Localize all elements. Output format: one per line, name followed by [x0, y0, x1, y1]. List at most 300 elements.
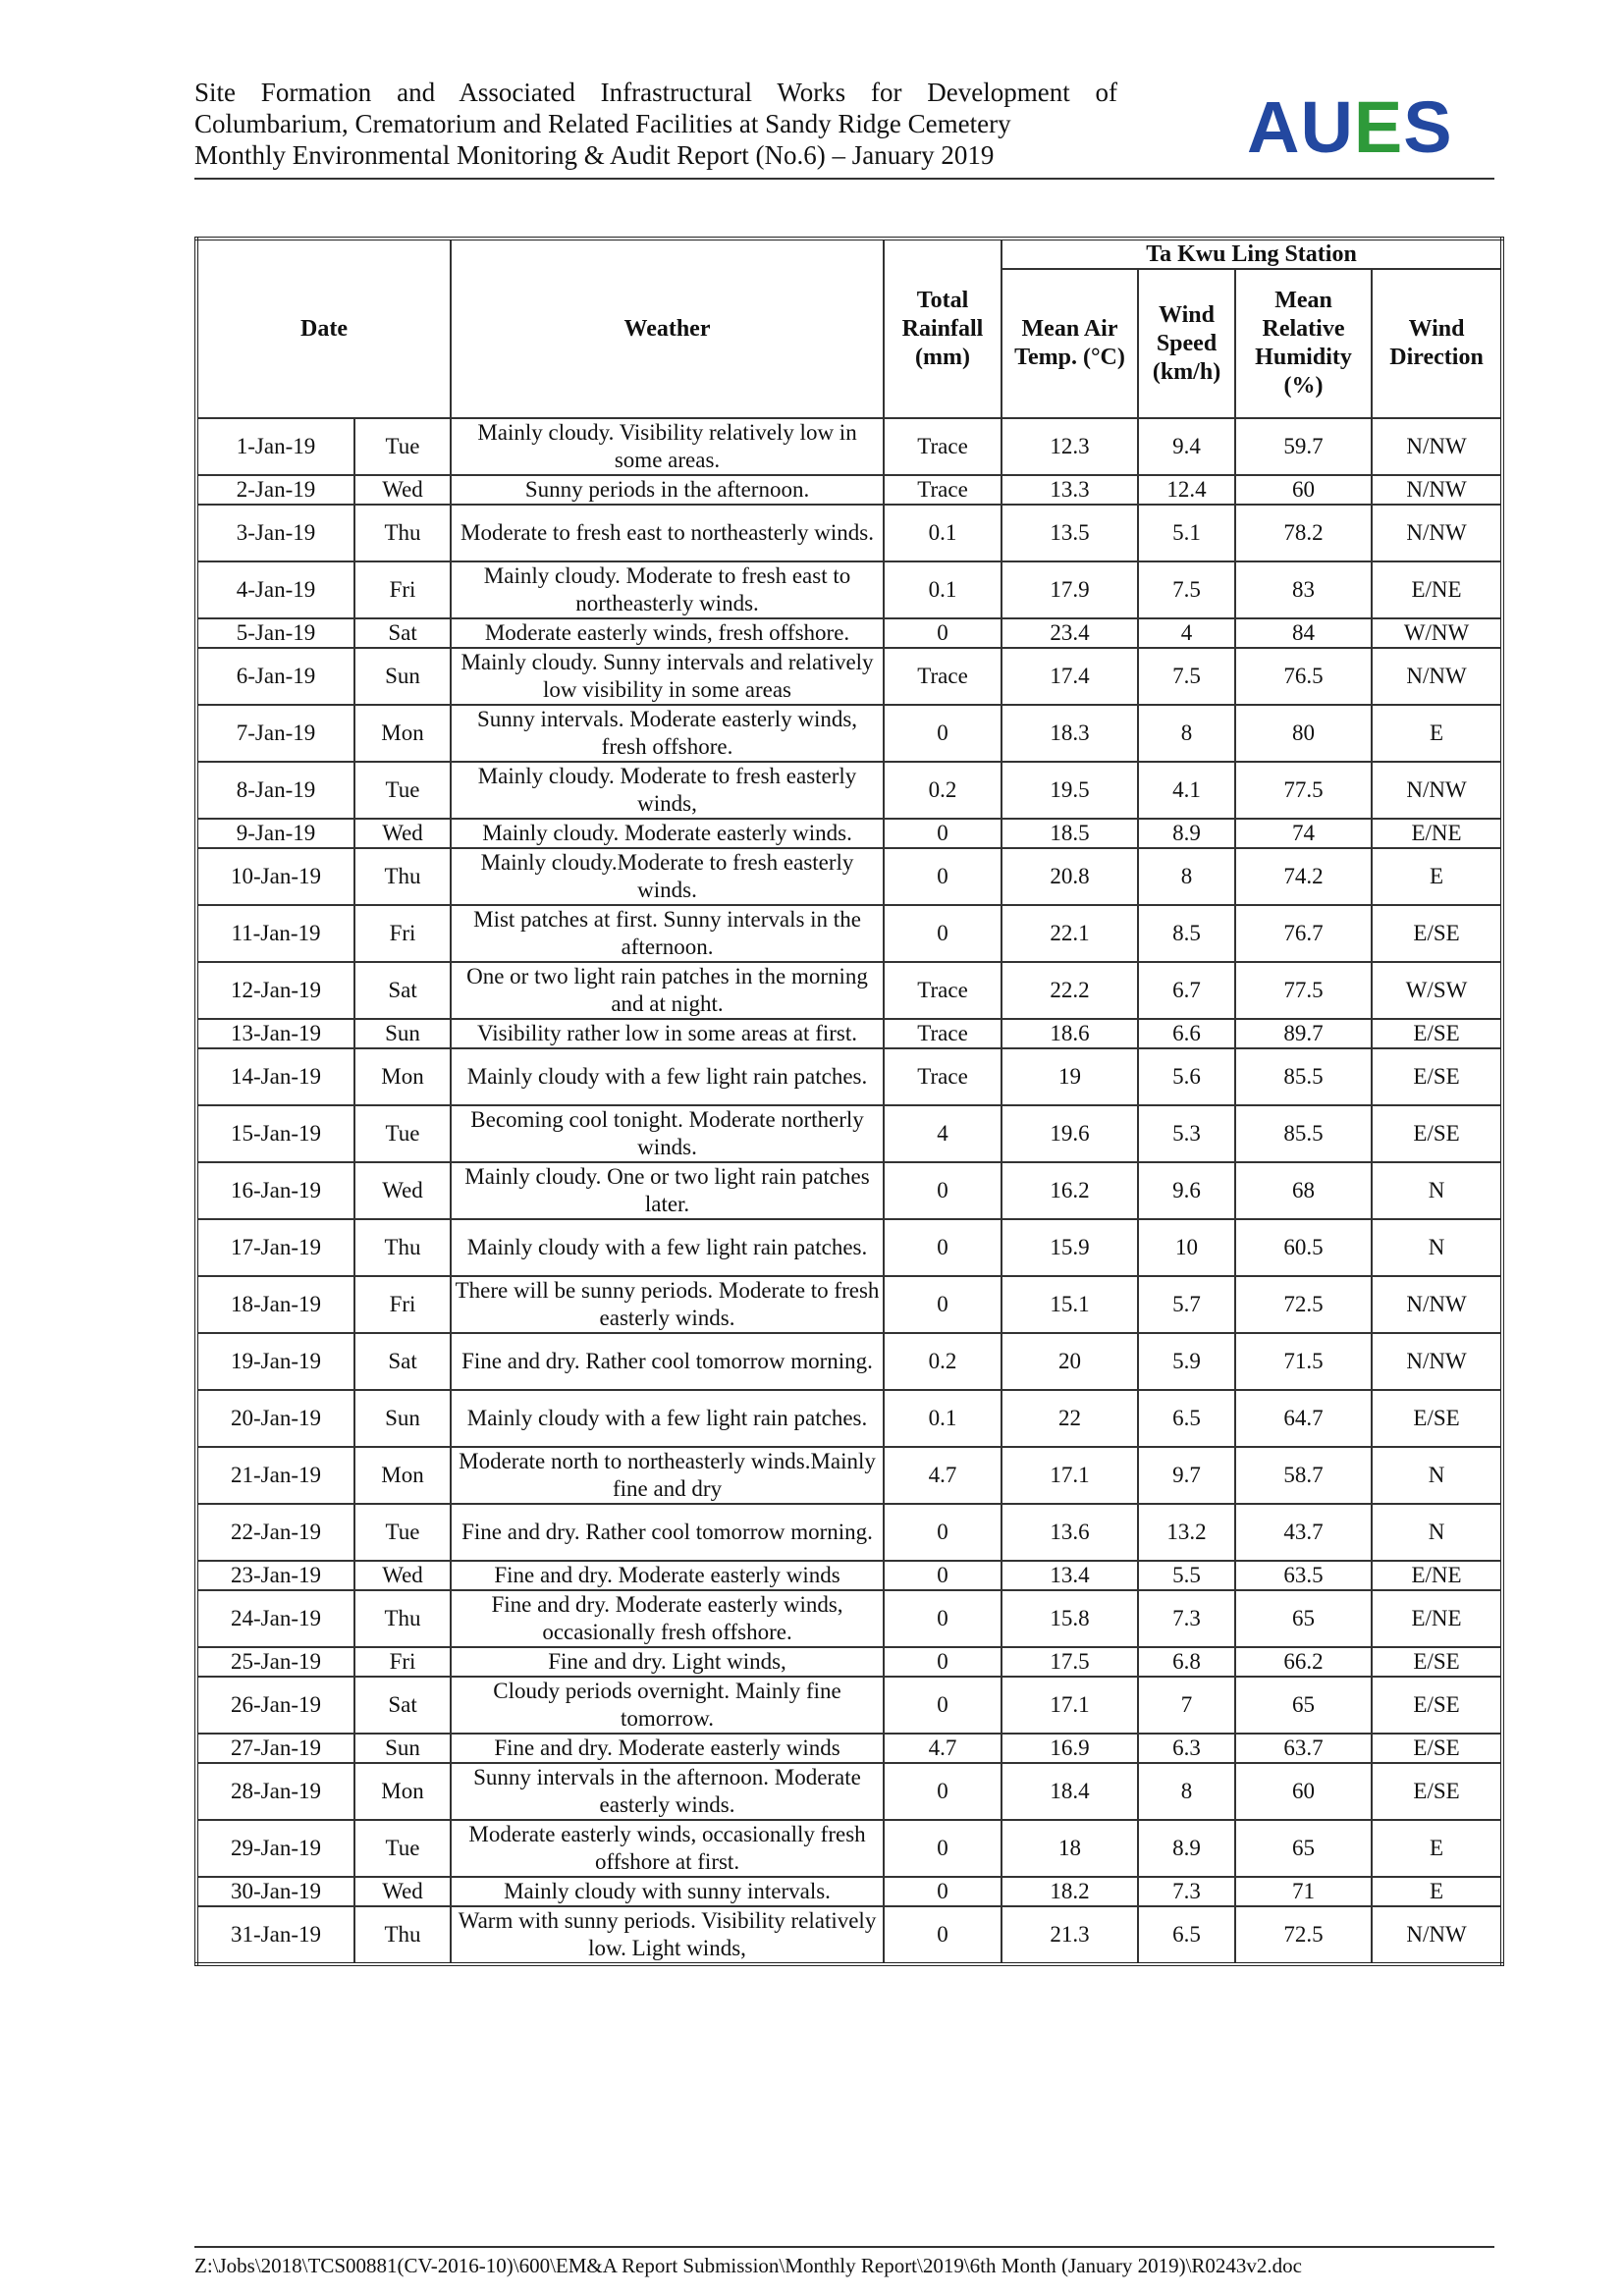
cell-wind-direction: N [1372, 1504, 1502, 1561]
cell-temp: 15.1 [1001, 1276, 1138, 1333]
cell-day: Mon [354, 1048, 451, 1105]
cell-date: 16-Jan-19 [196, 1162, 354, 1219]
cell-date: 27-Jan-19 [196, 1734, 354, 1763]
cell-wind-speed: 5.5 [1138, 1561, 1235, 1590]
cell-humidity: 77.5 [1235, 962, 1372, 1019]
cell-weather: Sunny intervals in the afternoon. Moderate easterly winds. [451, 1763, 884, 1820]
cell-date: 19-Jan-19 [196, 1333, 354, 1390]
header-humidity: Mean Relative Humidity (%) [1235, 269, 1372, 418]
table-row [196, 475, 1502, 505]
cell-wind-direction: W/SW [1372, 962, 1502, 1019]
cell-day: Tue [354, 1820, 451, 1877]
cell-temp: 21.3 [1001, 1906, 1138, 1964]
table-row [196, 1276, 1502, 1333]
weather-table [194, 237, 1504, 1966]
report-title [194, 77, 1117, 171]
cell-rainfall: Trace [884, 648, 1001, 705]
table-row [196, 762, 1502, 819]
cell-humidity: 85.5 [1235, 1105, 1372, 1162]
cell-rainfall: 0 [884, 1276, 1001, 1333]
cell-weather: Mainly cloudy. One or two light rain patches later. [451, 1162, 884, 1219]
cell-humidity: 84 [1235, 618, 1372, 648]
cell-humidity: 43.7 [1235, 1504, 1372, 1561]
weather-table-body [196, 418, 1502, 1964]
cell-temp: 13.4 [1001, 1561, 1138, 1590]
cell-date: 25-Jan-19 [196, 1647, 354, 1677]
cell-weather: Moderate to fresh east to northeasterly winds. [451, 505, 884, 561]
cell-humidity: 71.5 [1235, 1333, 1372, 1390]
cell-wind-direction: W/NW [1372, 618, 1502, 648]
cell-weather: There will be sunny periods. Moderate to fresh easterly winds. [451, 1276, 884, 1333]
cell-temp: 18.3 [1001, 705, 1138, 762]
cell-temp: 19 [1001, 1048, 1138, 1105]
table-row [196, 1877, 1502, 1906]
cell-wind-speed: 6.3 [1138, 1734, 1235, 1763]
cell-wind-direction: N/NW [1372, 1333, 1502, 1390]
cell-weather: Mainly cloudy with a few light rain patches. [451, 1048, 884, 1105]
cell-humidity: 58.7 [1235, 1447, 1372, 1504]
table-row [196, 648, 1502, 705]
table-row [196, 1105, 1502, 1162]
cell-weather: Fine and dry. Rather cool tomorrow morning. [451, 1504, 884, 1561]
cell-rainfall: Trace [884, 1048, 1001, 1105]
cell-wind-speed: 8 [1138, 848, 1235, 905]
cell-wind-speed: 5.7 [1138, 1276, 1235, 1333]
cell-date: 21-Jan-19 [196, 1447, 354, 1504]
cell-day: Fri [354, 905, 451, 962]
cell-wind-speed: 6.8 [1138, 1647, 1235, 1677]
table-row [196, 1734, 1502, 1763]
cell-wind-speed: 8.9 [1138, 1820, 1235, 1877]
cell-rainfall: 0 [884, 1877, 1001, 1906]
table-row [196, 1647, 1502, 1677]
title-line-1: Site Formation and Associated Infrastructural Works for Development of [194, 78, 1117, 107]
cell-rainfall: 4.7 [884, 1447, 1001, 1504]
cell-weather: Sunny periods in the afternoon. [451, 475, 884, 505]
cell-temp: 16.9 [1001, 1734, 1138, 1763]
cell-wind-speed: 12.4 [1138, 475, 1235, 505]
title-line-3: Monthly Environmental Monitoring & Audit Report (No.6) – January 2019 [194, 140, 995, 170]
cell-weather: Mainly cloudy with a few light rain patches. [451, 1219, 884, 1276]
cell-humidity: 64.7 [1235, 1390, 1372, 1447]
table-row [196, 1590, 1502, 1647]
cell-day: Fri [354, 561, 451, 618]
cell-temp: 18.5 [1001, 819, 1138, 848]
cell-date: 23-Jan-19 [196, 1561, 354, 1590]
cell-date: 4-Jan-19 [196, 561, 354, 618]
cell-temp: 15.8 [1001, 1590, 1138, 1647]
table-row [196, 819, 1502, 848]
cell-wind-speed: 4.1 [1138, 762, 1235, 819]
cell-weather: Cloudy periods overnight. Mainly fine tomorrow. [451, 1677, 884, 1734]
cell-weather: Moderate easterly winds, fresh offshore. [451, 618, 884, 648]
cell-wind-direction: E/NE [1372, 1561, 1502, 1590]
cell-wind-direction: E/SE [1372, 1048, 1502, 1105]
cell-rainfall: 0 [884, 1561, 1001, 1590]
cell-wind-direction: E/SE [1372, 1105, 1502, 1162]
cell-temp: 17.9 [1001, 561, 1138, 618]
cell-wind-speed: 5.1 [1138, 505, 1235, 561]
cell-wind-direction: E/SE [1372, 1390, 1502, 1447]
cell-day: Wed [354, 475, 451, 505]
cell-date: 11-Jan-19 [196, 905, 354, 962]
cell-date: 7-Jan-19 [196, 705, 354, 762]
cell-temp: 22.1 [1001, 905, 1138, 962]
cell-rainfall: 0.2 [884, 1333, 1001, 1390]
cell-wind-direction: N/NW [1372, 762, 1502, 819]
table-row [196, 962, 1502, 1019]
cell-humidity: 60 [1235, 475, 1372, 505]
cell-day: Sat [354, 962, 451, 1019]
table-row [196, 705, 1502, 762]
cell-temp: 16.2 [1001, 1162, 1138, 1219]
cell-rainfall: 0 [884, 1820, 1001, 1877]
cell-day: Thu [354, 1219, 451, 1276]
file-path-footer: Z:\Jobs\2018\TCS00881(CV-2016-10)\600\EM&A Report Submission\Monthly Report\2019\6th Month (January 2019)\R0243v2.doc [194, 2254, 1302, 2277]
cell-day: Sat [354, 1333, 451, 1390]
cell-humidity: 60.5 [1235, 1219, 1372, 1276]
cell-wind-speed: 9.6 [1138, 1162, 1235, 1219]
cell-wind-direction: E/SE [1372, 1734, 1502, 1763]
table-row [196, 1162, 1502, 1219]
cell-weather: Mainly cloudy. Moderate to fresh east to northeasterly winds. [451, 561, 884, 618]
cell-rainfall: 0 [884, 1906, 1001, 1964]
cell-wind-speed: 6.5 [1138, 1906, 1235, 1964]
cell-temp: 20 [1001, 1333, 1138, 1390]
cell-temp: 13.3 [1001, 475, 1138, 505]
cell-humidity: 74 [1235, 819, 1372, 848]
cell-weather: Moderate easterly winds, occasionally fresh offshore at first. [451, 1820, 884, 1877]
title-line-2: Columbarium, Crematorium and Related Facilities at Sandy Ridge Cemetery [194, 109, 1011, 138]
cell-rainfall: 0 [884, 705, 1001, 762]
cell-rainfall: 0 [884, 1647, 1001, 1677]
cell-wind-direction: E/NE [1372, 819, 1502, 848]
cell-wind-direction: N/NW [1372, 418, 1502, 475]
cell-rainfall: 0 [884, 1677, 1001, 1734]
cell-wind-speed: 7.3 [1138, 1590, 1235, 1647]
header-weather: Weather [451, 239, 884, 418]
cell-date: 24-Jan-19 [196, 1590, 354, 1647]
cell-wind-direction: N/NW [1372, 1276, 1502, 1333]
cell-weather: Sunny intervals. Moderate easterly winds, fresh offshore. [451, 705, 884, 762]
cell-rainfall: Trace [884, 962, 1001, 1019]
cell-wind-speed: 8 [1138, 705, 1235, 762]
cell-rainfall: 0.1 [884, 505, 1001, 561]
cell-rainfall: 4.7 [884, 1734, 1001, 1763]
cell-day: Thu [354, 1906, 451, 1964]
table-row [196, 1820, 1502, 1877]
cell-day: Wed [354, 1561, 451, 1590]
cell-wind-speed: 6.7 [1138, 962, 1235, 1019]
header-divider [194, 178, 1494, 180]
cell-wind-direction: E [1372, 1877, 1502, 1906]
cell-rainfall: Trace [884, 475, 1001, 505]
cell-humidity: 63.5 [1235, 1561, 1372, 1590]
cell-temp: 12.3 [1001, 418, 1138, 475]
cell-weather: Mist patches at first. Sunny intervals in the afternoon. [451, 905, 884, 962]
cell-rainfall: 0 [884, 1590, 1001, 1647]
cell-weather: Mainly cloudy. Sunny intervals and relatively low visibility in some areas [451, 648, 884, 705]
cell-humidity: 65 [1235, 1677, 1372, 1734]
cell-date: 5-Jan-19 [196, 618, 354, 648]
cell-date: 17-Jan-19 [196, 1219, 354, 1276]
cell-temp: 22 [1001, 1390, 1138, 1447]
cell-date: 28-Jan-19 [196, 1763, 354, 1820]
cell-temp: 17.1 [1001, 1447, 1138, 1504]
cell-wind-direction: E/SE [1372, 1647, 1502, 1677]
cell-weather: One or two light rain patches in the morning and at night. [451, 962, 884, 1019]
cell-weather: Mainly cloudy. Visibility relatively low in some areas. [451, 418, 884, 475]
cell-date: 6-Jan-19 [196, 648, 354, 705]
cell-wind-direction: E/NE [1372, 561, 1502, 618]
page-header [194, 77, 1492, 179]
cell-humidity: 83 [1235, 561, 1372, 618]
cell-date: 18-Jan-19 [196, 1276, 354, 1333]
cell-day: Sat [354, 1677, 451, 1734]
table-row [196, 905, 1502, 962]
cell-wind-direction: E/SE [1372, 1763, 1502, 1820]
cell-date: 15-Jan-19 [196, 1105, 354, 1162]
table-row [196, 418, 1502, 475]
cell-wind-direction: N/NW [1372, 505, 1502, 561]
cell-weather: Mainly cloudy. Moderate easterly winds. [451, 819, 884, 848]
cell-date: 3-Jan-19 [196, 505, 354, 561]
cell-wind-speed: 9.4 [1138, 418, 1235, 475]
cell-day: Mon [354, 1763, 451, 1820]
cell-wind-direction: N/NW [1372, 648, 1502, 705]
cell-rainfall: Trace [884, 1019, 1001, 1048]
table-row [196, 1447, 1502, 1504]
table-row [196, 1219, 1502, 1276]
header-temp: Mean Air Temp. (°C) [1001, 269, 1138, 418]
cell-rainfall: 0 [884, 848, 1001, 905]
cell-temp: 18.4 [1001, 1763, 1138, 1820]
cell-wind-speed: 7.5 [1138, 648, 1235, 705]
cell-date: 9-Jan-19 [196, 819, 354, 848]
cell-wind-speed: 13.2 [1138, 1504, 1235, 1561]
cell-temp: 19.5 [1001, 762, 1138, 819]
cell-date: 22-Jan-19 [196, 1504, 354, 1561]
cell-humidity: 76.7 [1235, 905, 1372, 962]
table-row [196, 1504, 1502, 1561]
cell-date: 1-Jan-19 [196, 418, 354, 475]
cell-humidity: 60 [1235, 1763, 1372, 1820]
cell-day: Tue [354, 418, 451, 475]
cell-date: 26-Jan-19 [196, 1677, 354, 1734]
cell-date: 2-Jan-19 [196, 475, 354, 505]
cell-day: Thu [354, 505, 451, 561]
cell-day: Tue [354, 762, 451, 819]
cell-day: Sun [354, 1734, 451, 1763]
cell-wind-direction: E/SE [1372, 905, 1502, 962]
cell-wind-speed: 5.3 [1138, 1105, 1235, 1162]
cell-humidity: 68 [1235, 1162, 1372, 1219]
cell-date: 10-Jan-19 [196, 848, 354, 905]
cell-wind-direction: E [1372, 848, 1502, 905]
cell-day: Mon [354, 705, 451, 762]
table-row [196, 505, 1502, 561]
cell-wind-speed: 6.5 [1138, 1390, 1235, 1447]
cell-weather: Mainly cloudy.Moderate to fresh easterly winds. [451, 848, 884, 905]
cell-day: Thu [354, 1590, 451, 1647]
cell-day: Sun [354, 648, 451, 705]
cell-temp: 17.1 [1001, 1677, 1138, 1734]
cell-rainfall: 0 [884, 819, 1001, 848]
footer-divider [194, 2246, 1494, 2248]
logo-letter: U [1300, 86, 1354, 168]
table-row [196, 1906, 1502, 1964]
table-row [196, 1019, 1502, 1048]
cell-temp: 13.5 [1001, 505, 1138, 561]
header-station: Ta Kwu Ling Station [1001, 239, 1502, 269]
header-wind-speed: Wind Speed (km/h) [1138, 269, 1235, 418]
header-rainfall: Total Rainfall (mm) [884, 239, 1001, 418]
cell-wind-speed: 9.7 [1138, 1447, 1235, 1504]
cell-day: Wed [354, 1877, 451, 1906]
cell-wind-direction: E [1372, 1820, 1502, 1877]
cell-date: 8-Jan-19 [196, 762, 354, 819]
cell-humidity: 72.5 [1235, 1276, 1372, 1333]
cell-temp: 20.8 [1001, 848, 1138, 905]
cell-humidity: 66.2 [1235, 1647, 1372, 1677]
cell-date: 29-Jan-19 [196, 1820, 354, 1877]
cell-wind-direction: N/NW [1372, 1906, 1502, 1964]
cell-humidity: 71 [1235, 1877, 1372, 1906]
cell-wind-direction: N [1372, 1162, 1502, 1219]
header-wind-direction: Wind Direction [1372, 269, 1502, 418]
table-row [196, 848, 1502, 905]
cell-wind-speed: 5.9 [1138, 1333, 1235, 1390]
cell-temp: 15.9 [1001, 1219, 1138, 1276]
cell-temp: 18 [1001, 1820, 1138, 1877]
logo-letter: A [1247, 86, 1301, 168]
cell-temp: 17.5 [1001, 1647, 1138, 1677]
cell-wind-direction: N [1372, 1447, 1502, 1504]
cell-wind-direction: E/NE [1372, 1590, 1502, 1647]
cell-weather: Fine and dry. Moderate easterly winds [451, 1561, 884, 1590]
cell-weather: Mainly cloudy. Moderate to fresh easterly winds, [451, 762, 884, 819]
cell-rainfall: 0 [884, 1162, 1001, 1219]
cell-weather: Visibility rather low in some areas at first. [451, 1019, 884, 1048]
cell-rainfall: Trace [884, 418, 1001, 475]
cell-wind-speed: 10 [1138, 1219, 1235, 1276]
cell-weather: Moderate north to northeasterly winds.Mainly fine and dry [451, 1447, 884, 1504]
cell-humidity: 74.2 [1235, 848, 1372, 905]
cell-wind-speed: 7 [1138, 1677, 1235, 1734]
cell-date: 30-Jan-19 [196, 1877, 354, 1906]
cell-date: 12-Jan-19 [196, 962, 354, 1019]
table-row [196, 1561, 1502, 1590]
table-row [196, 618, 1502, 648]
cell-wind-direction: E [1372, 705, 1502, 762]
cell-weather: Mainly cloudy with a few light rain patches. [451, 1390, 884, 1447]
logo-letter: E [1353, 86, 1404, 168]
logo-letter: S [1403, 86, 1453, 168]
header-date: Date [196, 239, 451, 418]
cell-wind-speed: 7.3 [1138, 1877, 1235, 1906]
cell-day: Tue [354, 1105, 451, 1162]
cell-weather: Fine and dry. Rather cool tomorrow morning. [451, 1333, 884, 1390]
cell-wind-direction: E/SE [1372, 1019, 1502, 1048]
cell-rainfall: 0 [884, 1219, 1001, 1276]
cell-weather: Fine and dry. Moderate easterly winds, occasionally fresh offshore. [451, 1590, 884, 1647]
cell-humidity: 77.5 [1235, 762, 1372, 819]
cell-humidity: 76.5 [1235, 648, 1372, 705]
cell-weather: Warm with sunny periods. Visibility relatively low. Light winds, [451, 1906, 884, 1964]
cell-temp: 23.4 [1001, 618, 1138, 648]
cell-humidity: 65 [1235, 1590, 1372, 1647]
cell-date: 14-Jan-19 [196, 1048, 354, 1105]
cell-wind-speed: 8 [1138, 1763, 1235, 1820]
cell-day: Wed [354, 1162, 451, 1219]
cell-wind-speed: 5.6 [1138, 1048, 1235, 1105]
cell-day: Sun [354, 1019, 451, 1048]
cell-humidity: 65 [1235, 1820, 1372, 1877]
cell-temp: 17.4 [1001, 648, 1138, 705]
cell-day: Thu [354, 848, 451, 905]
cell-day: Wed [354, 819, 451, 848]
cell-humidity: 78.2 [1235, 505, 1372, 561]
cell-day: Fri [354, 1276, 451, 1333]
cell-date: 31-Jan-19 [196, 1906, 354, 1964]
cell-day: Sat [354, 618, 451, 648]
cell-date: 13-Jan-19 [196, 1019, 354, 1048]
table-row [196, 1048, 1502, 1105]
cell-rainfall: 0 [884, 1504, 1001, 1561]
table-row [196, 561, 1502, 618]
cell-temp: 22.2 [1001, 962, 1138, 1019]
cell-temp: 18.2 [1001, 1877, 1138, 1906]
cell-weather: Fine and dry. Light winds, [451, 1647, 884, 1677]
cell-weather: Becoming cool tonight. Moderate northerly winds. [451, 1105, 884, 1162]
cell-temp: 18.6 [1001, 1019, 1138, 1048]
table-row [196, 1763, 1502, 1820]
cell-day: Fri [354, 1647, 451, 1677]
table-row [196, 1333, 1502, 1390]
cell-wind-speed: 6.6 [1138, 1019, 1235, 1048]
cell-day: Tue [354, 1504, 451, 1561]
cell-day: Sun [354, 1390, 451, 1447]
table-row [196, 1677, 1502, 1734]
cell-temp: 13.6 [1001, 1504, 1138, 1561]
cell-wind-direction: N [1372, 1219, 1502, 1276]
cell-rainfall: 0 [884, 1763, 1001, 1820]
cell-humidity: 89.7 [1235, 1019, 1372, 1048]
cell-humidity: 63.7 [1235, 1734, 1372, 1763]
cell-humidity: 59.7 [1235, 418, 1372, 475]
cell-humidity: 85.5 [1235, 1048, 1372, 1105]
cell-humidity: 80 [1235, 705, 1372, 762]
cell-humidity: 72.5 [1235, 1906, 1372, 1964]
cell-wind-speed: 8.9 [1138, 819, 1235, 848]
cell-day: Mon [354, 1447, 451, 1504]
cell-wind-speed: 7.5 [1138, 561, 1235, 618]
cell-wind-speed: 8.5 [1138, 905, 1235, 962]
cell-rainfall: 0.1 [884, 561, 1001, 618]
cell-weather: Mainly cloudy with sunny intervals. [451, 1877, 884, 1906]
table-row [196, 1390, 1502, 1447]
cell-wind-direction: N/NW [1372, 475, 1502, 505]
cell-date: 20-Jan-19 [196, 1390, 354, 1447]
cell-wind-direction: E/SE [1372, 1677, 1502, 1734]
aues-logo [1247, 88, 1453, 167]
cell-rainfall: 0 [884, 618, 1001, 648]
cell-weather: Fine and dry. Moderate easterly winds [451, 1734, 884, 1763]
cell-rainfall: 0 [884, 905, 1001, 962]
cell-rainfall: 0.2 [884, 762, 1001, 819]
cell-temp: 19.6 [1001, 1105, 1138, 1162]
cell-rainfall: 0.1 [884, 1390, 1001, 1447]
